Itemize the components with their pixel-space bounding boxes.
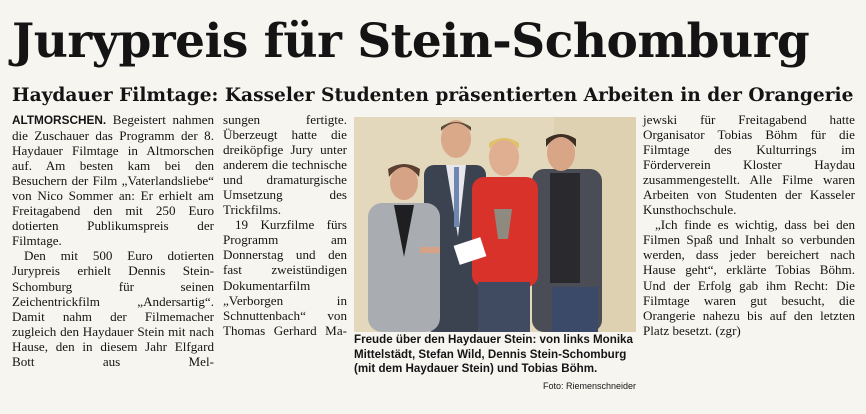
photo-credit: Foto: Riemenschneider (542, 380, 636, 391)
paragraph: „Ich finde es wichtig, dass bei den Filmen Spaß und Inhalt so verbunden werden, dass jeder bereichert nach Hause geht“, erklärte Tobias Böhm. Und der Erfolg gab ihm Recht: Die Filmtage waren gut besucht, die Orangerie nahezu bis auf den letzten Platz besetzt. (zgr) (643, 217, 855, 338)
article-column-1 (12, 112, 214, 369)
paragraph (12, 112, 214, 248)
news-photo (354, 117, 636, 332)
paragraph: Den mit 500 Euro dotierten Jurypreis erhielt Dennis Stein-Schomburg für seinen Zeichentrickfilm „Andersartig“. Damit nahm der Filmemacher zugleich den Haydauer Stein mit nach Hause, den in diesem Jahr Elfgard Bott aus Mel- (12, 248, 214, 369)
subheadline: Haydauer Filmtage: Kasseler Studenten präsentierten Arbeiten in der Orangerie (12, 85, 854, 106)
article-column-2 (223, 112, 347, 338)
paragraph: 19 Kurzfilme fürs Programm am Donnerstag und den fast zweistündigen Dokumentarfilm „Verborgen in Schnuttenbach“ von Thomas Gerhard Ma- (223, 217, 347, 338)
dateline: ALTMORSCHEN. (12, 113, 107, 127)
caption-text: Freude über den Haydauer Stein: von links Monika Mittelstädt, Stefan Wild, Dennis Stein-Schomburg (mit dem Haydauer Stein) und Tobias Böhm. (354, 333, 633, 375)
paragraph-text: Begeistert nahmen die Zuschauer das Programm der 8. Haydauer Filmtage in Altmorschen auf. Am besten kam bei den Besuchern der Film „Vaterlandsliebe“ von Nico Sommer an: Er erhielt am Freitagabend den mit 250 Euro dotierten Publikumspreis der Filmtage. (12, 112, 214, 249)
headline: Jurypreis für Stein-Schomburg (12, 14, 810, 69)
paragraph: sungen fertigte. Überzeugt hatte die dreiköpfige Jury unter anderem die technische und dramaturgische Umsetzung des Trickfilms. (223, 112, 347, 218)
photo-caption (354, 333, 636, 393)
paragraph: jewski für Freitagabend hatte Organisator Tobias Böhm für die Filmtage des Kulturrings im Förderverein Kloster Haydau zusammengestellt. Alle Filme waren Arbeiten von Studenten der Kasseler Kunsthochschule. (643, 112, 855, 218)
photo-illustration (354, 117, 636, 332)
article-column-3 (643, 112, 855, 338)
